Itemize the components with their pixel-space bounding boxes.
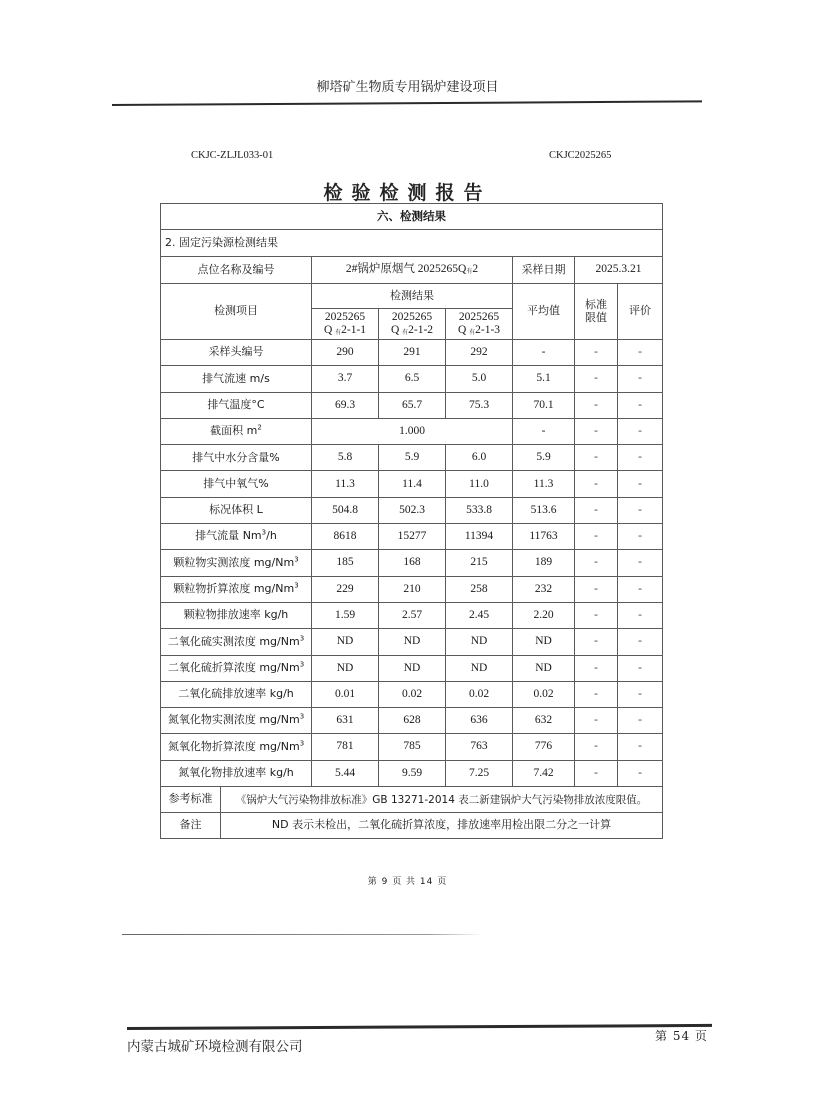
item-label: 颗粒物实测浓度 (173, 555, 254, 569)
item-name (161, 602, 312, 628)
item-label: 排气中水分含量 (192, 450, 270, 464)
average-value: 5.9 (513, 445, 575, 471)
sample-q: Q (390, 324, 400, 336)
item-unit-sup: 3 (299, 712, 305, 721)
evaluation-value: - (618, 366, 663, 392)
item-name (161, 760, 312, 786)
value-sample-2: 168 (379, 550, 446, 576)
item-unit: mg/Nm (259, 713, 300, 727)
value-sample-3: 2.45 (446, 602, 513, 628)
sample-q: Q (323, 324, 333, 336)
report-title: 检验检测报告 (323, 182, 492, 204)
remark-label: 备注 (161, 813, 221, 839)
table-row (161, 418, 663, 444)
value-sample-1: 781 (312, 734, 379, 760)
limit-value: - (575, 418, 618, 444)
evaluation-value: - (618, 734, 663, 760)
value-sample-1: 631 (312, 708, 379, 734)
value-sample-1: 69.3 (312, 392, 379, 418)
item-label: 排气流量 (195, 529, 243, 543)
value-sample-1: 8618 (312, 524, 379, 550)
value-sample-1: 0.01 (312, 681, 379, 707)
table-row (161, 550, 663, 576)
evaluation-value: - (618, 602, 663, 628)
evaluation-value: - (618, 497, 663, 523)
item-label: 氮氧化物排放速率 (178, 766, 270, 780)
value-sample-3: 75.3 (446, 392, 513, 418)
item-label: 标况体积 (209, 503, 257, 517)
limit-value: - (575, 340, 618, 366)
table-row (161, 524, 663, 550)
sample-id: 2025265 (391, 310, 433, 323)
item-label: 氮氧化物实测浓度 (167, 713, 260, 727)
value-sample-2: 9.59 (379, 760, 446, 786)
item-unit-sup: 3 (294, 555, 299, 564)
table-row (161, 708, 663, 734)
point-label: 点位名称及编号 (161, 257, 312, 284)
sample-column-header (312, 309, 379, 340)
average-value: 189 (513, 550, 575, 576)
average-value: 11763 (513, 524, 575, 550)
evaluation-value: - (618, 655, 663, 681)
item-unit: kg/h (269, 766, 294, 780)
table-row (161, 760, 663, 786)
limit-header-line1: 标准 (585, 297, 607, 311)
item-label: 氮氧化物折算浓度 (167, 739, 260, 753)
value-sample-1: ND (312, 629, 379, 655)
average-value: 632 (513, 708, 575, 734)
value-sample-3: 636 (446, 708, 513, 734)
value-sample-2: 65.7 (379, 392, 446, 418)
item-unit: Nm (242, 529, 262, 543)
value-sample-3: 292 (446, 340, 513, 366)
form-code: CKJC-ZLJL033-01 (191, 150, 274, 161)
value-sample-3: 533.8 (446, 497, 513, 523)
item-unit: mg/Nm (259, 634, 300, 648)
header-row-1 (161, 284, 663, 309)
item-unit: mg/Nm (259, 660, 300, 674)
item-unit-sup: 2 (257, 423, 262, 432)
item-label: 二氧化硫折算浓度 (167, 660, 260, 674)
project-title: 柳塔矿生物质专用锅炉建设项目 (316, 80, 499, 95)
average-value: 232 (513, 576, 575, 602)
evaluation-value: - (618, 681, 663, 707)
limit-value: - (575, 655, 618, 681)
value-sample-2: 6.5 (379, 366, 446, 392)
page-indicator: 第 9 页 共 14 页 (367, 877, 448, 887)
item-label: 二氧化硫排放速率 (178, 687, 270, 701)
item-unit-sup: 3 (299, 633, 305, 642)
reference-row (161, 787, 663, 813)
reference-label: 参考标准 (161, 787, 221, 813)
table-row (161, 445, 663, 471)
item-label: 二氧化硫实测浓度 (167, 634, 260, 648)
point-value-sub: 有 (466, 269, 473, 276)
limit-value: - (575, 576, 618, 602)
value-sample-1: 3.7 (312, 366, 379, 392)
value-sample-3: 0.02 (446, 681, 513, 707)
table-row (161, 655, 663, 681)
item-header: 检测项目 (161, 284, 312, 340)
page-number: 第 54 页 (655, 1029, 708, 1043)
item-label: 采样头编号 (208, 345, 264, 359)
item-unit: m/s (249, 371, 270, 385)
evaluation-value: - (618, 760, 663, 786)
evaluation-value: - (618, 576, 663, 602)
merged-value: 1.000 (312, 418, 513, 444)
value-sample-2: 502.3 (379, 497, 446, 523)
table-row (161, 366, 663, 392)
evaluation-value: - (618, 392, 663, 418)
footer-divider (127, 1024, 712, 1030)
average-value: 11.3 (513, 471, 575, 497)
table-row (161, 471, 663, 497)
sample-suffix: 2-1-1 (341, 324, 367, 336)
item-unit-sup: 3 (294, 581, 299, 590)
value-sample-3: 763 (446, 734, 513, 760)
value-sample-1: 5.8 (312, 445, 379, 471)
table-row (161, 629, 663, 655)
item-name (161, 708, 312, 734)
table-row (161, 497, 663, 523)
item-name (161, 392, 312, 418)
item-unit: L (256, 503, 263, 517)
item-name (161, 550, 312, 576)
value-sample-2: 0.02 (379, 681, 446, 707)
sample-suffix: 2-1-2 (408, 324, 434, 336)
average-value: 776 (513, 734, 575, 760)
average-value: 513.6 (513, 497, 575, 523)
item-name (161, 524, 312, 550)
limit-header (575, 284, 618, 340)
item-name (161, 629, 312, 655)
point-info-row (161, 257, 663, 284)
sample-q: Q (457, 324, 467, 336)
limit-value: - (575, 602, 618, 628)
value-sample-2: 15277 (379, 524, 446, 550)
evaluation-value: - (618, 418, 663, 444)
item-name (161, 471, 312, 497)
sample-id: 2025265 (458, 310, 500, 323)
remark-row (161, 813, 663, 839)
value-sample-1: 504.8 (312, 497, 379, 523)
item-unit-sup: 3 (261, 528, 267, 537)
average-value: - (513, 418, 575, 444)
subsection-title: 2. 固定污染源检测结果 (161, 230, 663, 257)
limit-value: - (575, 471, 618, 497)
reference-standard: 《锅炉大气污染物排放标准》GB 13271-2014 表二新建锅炉大气污染物排放浓度限值。 (221, 787, 663, 813)
report-number: CKJC2025265 (549, 150, 612, 161)
average-header: 平均值 (513, 284, 575, 340)
item-name (161, 445, 312, 471)
value-sample-2: 291 (379, 340, 446, 366)
remark-text: ND 表示未检出，二氧化硫折算浓度，排放速率用检出限二分之一计算 (221, 813, 663, 839)
limit-value: - (575, 708, 618, 734)
limit-header-line2: 限值 (585, 310, 607, 324)
evaluation-value: - (618, 708, 663, 734)
item-name (161, 497, 312, 523)
table-row (161, 340, 663, 366)
evaluation-value: - (618, 445, 663, 471)
limit-value: - (575, 629, 618, 655)
item-unit: mg/Nm (253, 555, 295, 569)
item-unit: mg/Nm (253, 582, 295, 595)
value-sample-2: 210 (379, 576, 446, 602)
value-sample-1: 290 (312, 340, 379, 366)
limit-value: - (575, 497, 618, 523)
table-row (161, 392, 663, 418)
value-sample-3: 6.0 (446, 445, 513, 471)
sample-sub: 有 (335, 330, 342, 336)
value-sample-1: 229 (312, 576, 379, 602)
item-unit-sup: 3 (299, 739, 305, 748)
limit-value: - (575, 681, 618, 707)
item-label: 颗粒物折算浓度 (173, 582, 254, 595)
value-sample-1: 11.3 (312, 471, 379, 497)
value-sample-1: 1.59 (312, 602, 379, 628)
point-value (312, 257, 513, 284)
item-unit: mg/Nm (259, 739, 300, 753)
value-sample-2: 2.57 (379, 602, 446, 628)
item-unit: kg/h (269, 687, 294, 701)
average-value: 2.20 (513, 602, 575, 628)
item-label: 排气流速 (202, 371, 250, 385)
evaluation-header: 评价 (618, 284, 663, 340)
limit-value: - (575, 760, 618, 786)
value-sample-3: 5.0 (446, 366, 513, 392)
section-title-row (161, 204, 663, 230)
sampling-date-value: 2025.3.21 (575, 257, 663, 284)
value-sample-3: 11.0 (446, 471, 513, 497)
average-value: 5.1 (513, 366, 575, 392)
value-sample-1: 185 (312, 550, 379, 576)
sample-suffix: 2-1-3 (475, 324, 501, 336)
value-sample-2: 628 (379, 708, 446, 734)
sampling-date-label: 采样日期 (513, 257, 575, 284)
table-row (161, 576, 663, 602)
limit-value: - (575, 550, 618, 576)
evaluation-value: - (618, 340, 663, 366)
results-table (160, 203, 663, 839)
table-row (161, 734, 663, 760)
item-name (161, 576, 312, 602)
average-value: ND (513, 655, 575, 681)
item-name (161, 734, 312, 760)
average-value: 7.42 (513, 760, 575, 786)
sample-sub: 有 (402, 330, 409, 336)
limit-value: - (575, 392, 618, 418)
average-value: - (513, 340, 575, 366)
table-row (161, 602, 663, 628)
separator-line (122, 934, 482, 935)
value-sample-2: ND (379, 655, 446, 681)
sample-id: 2025265 (324, 310, 366, 323)
item-name (161, 681, 312, 707)
results-header: 检测结果 (312, 284, 513, 309)
evaluation-value: - (618, 629, 663, 655)
item-unit: % (258, 476, 269, 490)
header-divider (112, 100, 702, 106)
item-unit: kg/h (264, 608, 289, 622)
item-label: 排气温度 (207, 397, 252, 411)
average-value: 0.02 (513, 681, 575, 707)
item-label: 排气中氧气 (203, 476, 259, 490)
value-sample-2: 11.4 (379, 471, 446, 497)
item-unit: °C (251, 397, 265, 411)
item-label: 截面积 (210, 424, 247, 438)
point-value-prefix: 2#锅炉原烟气 2025265Q (345, 263, 467, 276)
value-sample-3: 11394 (446, 524, 513, 550)
sample-column-header (379, 309, 446, 340)
evaluation-value: - (618, 471, 663, 497)
value-sample-1: 5.44 (312, 760, 379, 786)
value-sample-2: 785 (379, 734, 446, 760)
item-unit-sup: 3 (299, 660, 305, 669)
value-sample-2: 5.9 (379, 445, 446, 471)
evaluation-value: - (618, 550, 663, 576)
value-sample-3: 7.25 (446, 760, 513, 786)
value-sample-3: ND (446, 655, 513, 681)
limit-value: - (575, 734, 618, 760)
company-name: 内蒙古城矿环境检测有限公司 (127, 1039, 303, 1055)
item-name (161, 418, 312, 444)
evaluation-value: - (618, 524, 663, 550)
item-name (161, 366, 312, 392)
average-value: 70.1 (513, 392, 575, 418)
section-title: 六、检测结果 (161, 204, 663, 230)
item-unit-tail: /h (266, 529, 277, 543)
table-row (161, 681, 663, 707)
limit-value: - (575, 366, 618, 392)
average-value: ND (513, 629, 575, 655)
item-label: 颗粒物排放速率 (183, 608, 265, 622)
limit-value: - (575, 524, 618, 550)
item-name (161, 655, 312, 681)
sample-sub: 有 (469, 330, 476, 336)
subsection-row (161, 230, 663, 257)
item-name (161, 340, 312, 366)
point-value-suffix: 2 (472, 263, 479, 276)
value-sample-3: 258 (446, 576, 513, 602)
sample-column-header (446, 309, 513, 340)
value-sample-3: ND (446, 629, 513, 655)
item-unit: % (269, 450, 280, 464)
item-unit: m (246, 424, 258, 438)
limit-value: - (575, 445, 618, 471)
value-sample-1: ND (312, 655, 379, 681)
value-sample-3: 215 (446, 550, 513, 576)
value-sample-2: ND (379, 629, 446, 655)
